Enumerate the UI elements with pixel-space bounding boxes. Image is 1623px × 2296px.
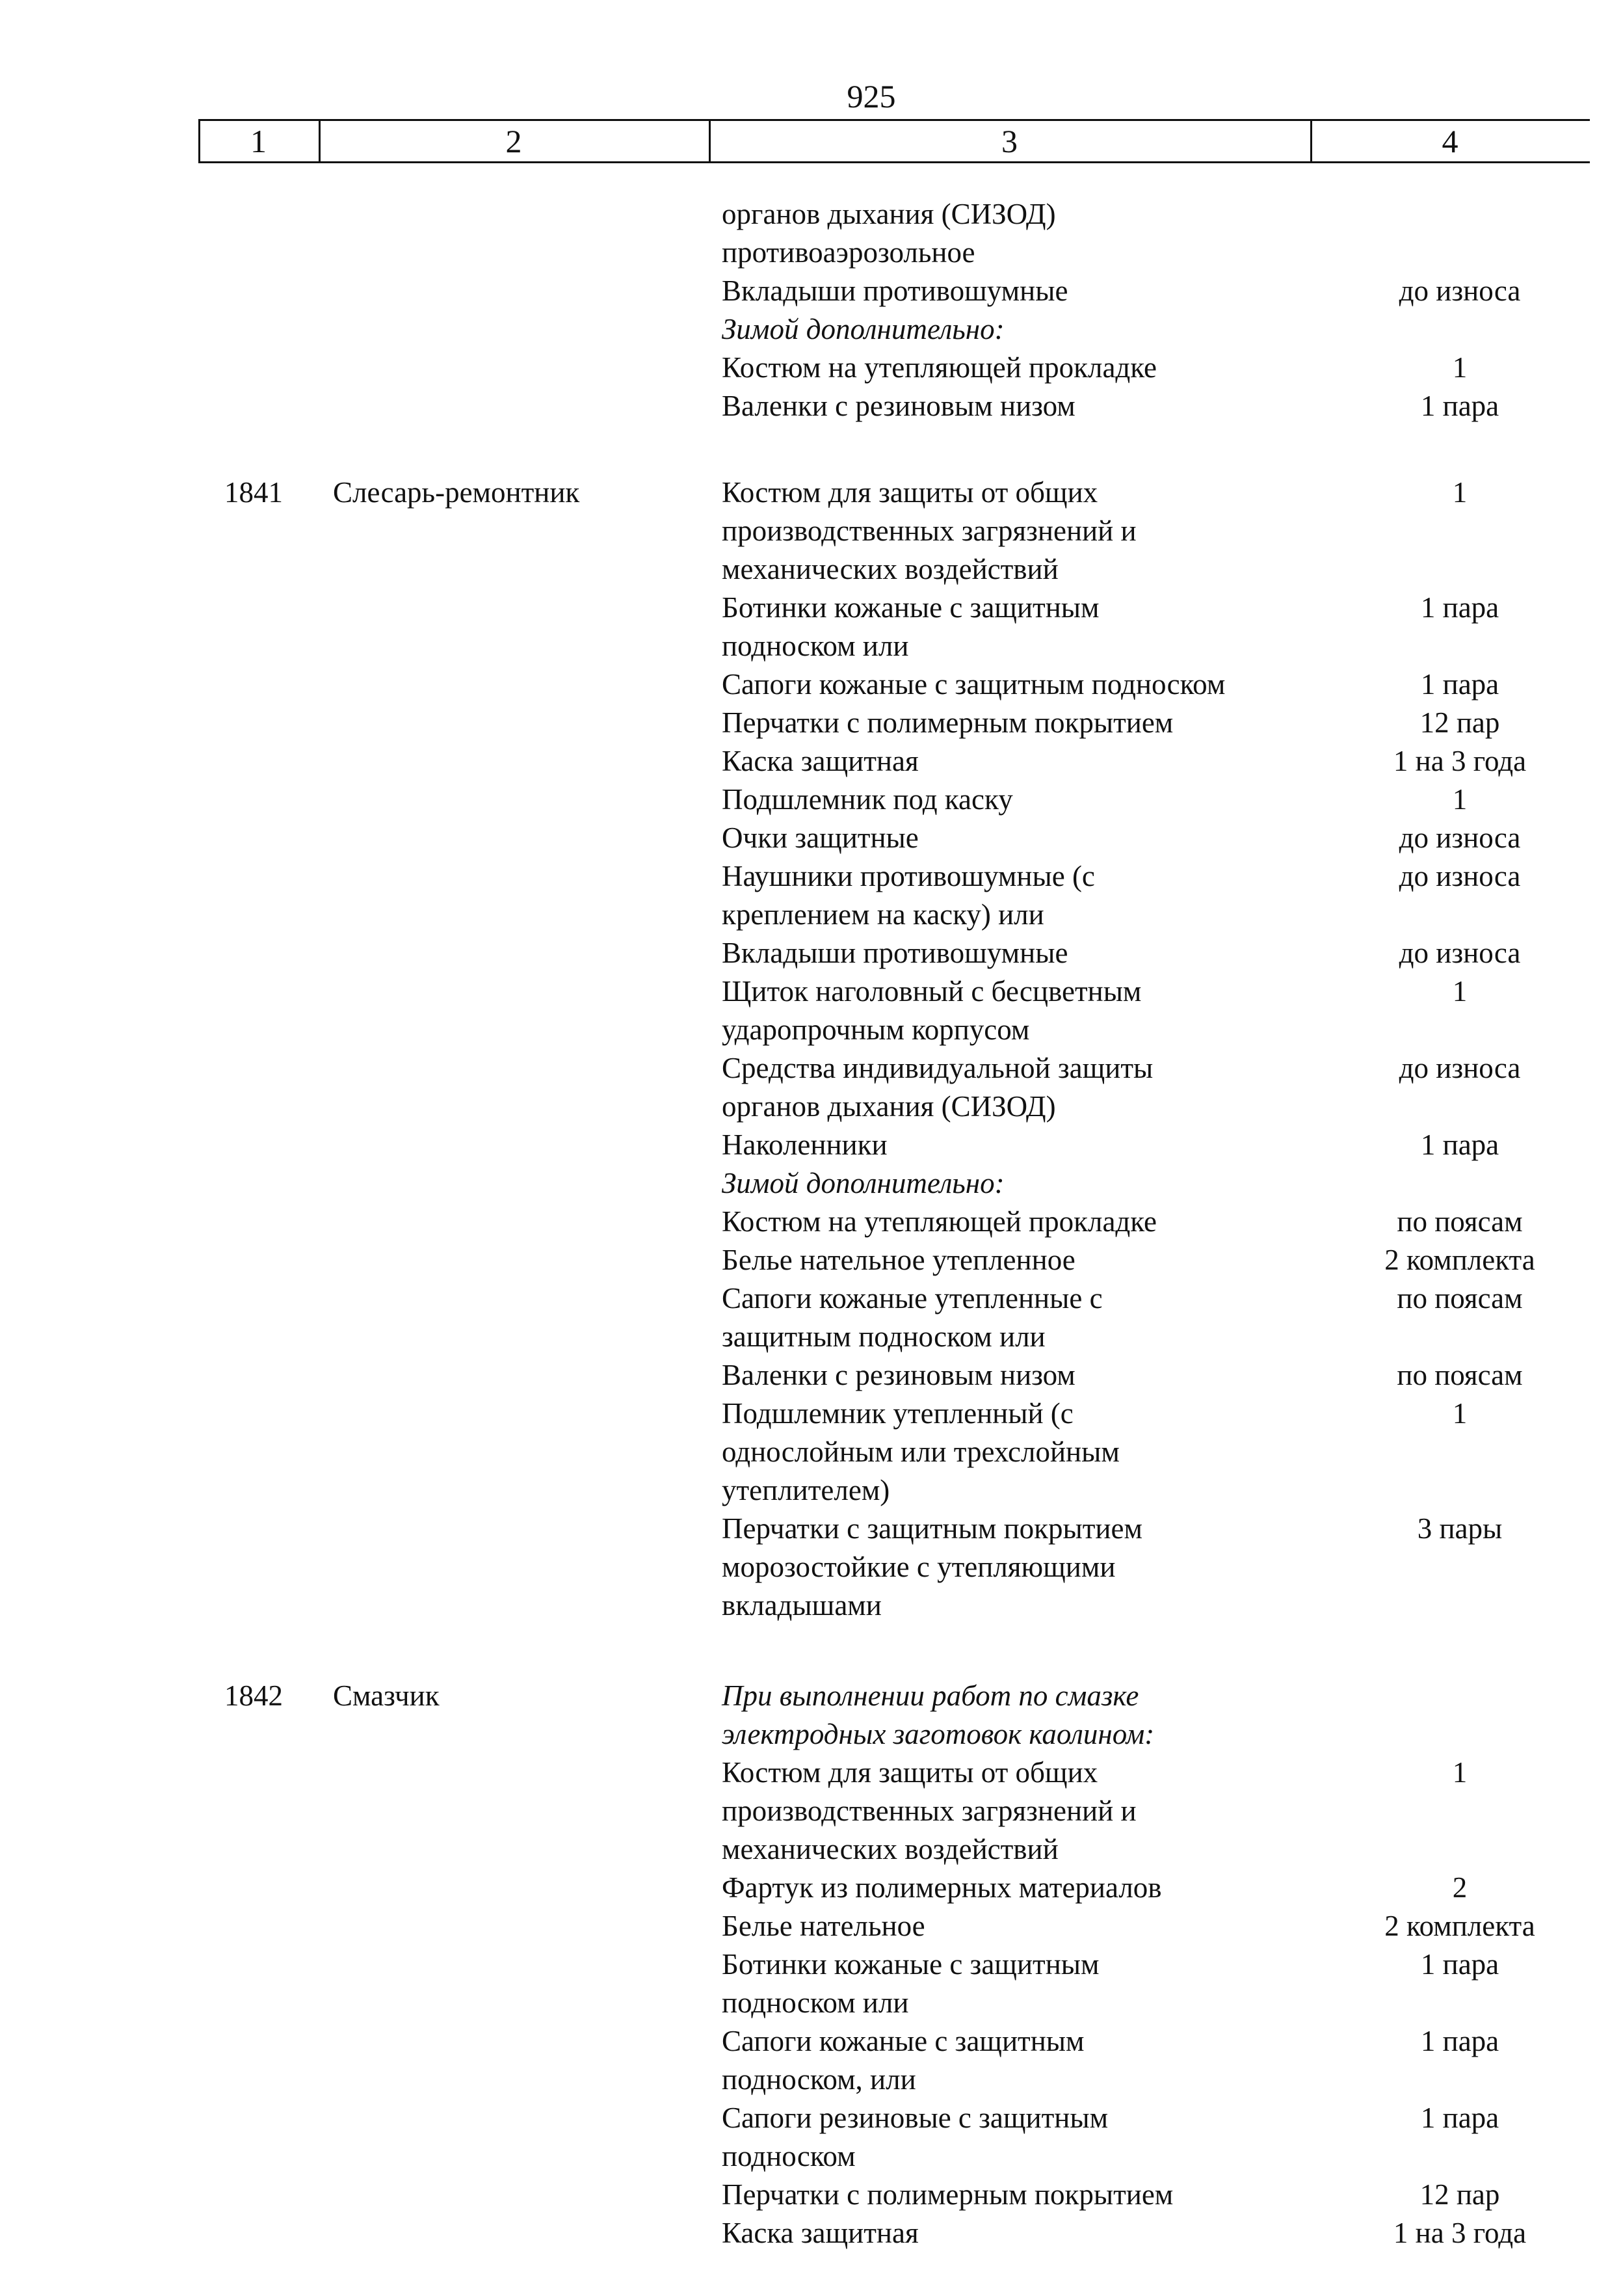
entry-1841-code: 1841 [224,476,283,509]
entry-1841-qty-10: до износа [1399,821,1521,854]
entry-1842-item-3: Костюм для защиты от общих [722,1756,1098,1789]
entry-1841-item-24: Валенки с резиновым низом [722,1359,1075,1391]
entry-1841-qty-7: 12 пар [1419,706,1500,739]
entry-1841-qty-4: 1 пара [1420,591,1499,624]
entry-1841-qty-22: по поясам [1397,1282,1523,1315]
page-number: 925 [847,78,896,114]
entry-1842-qty-6: 2 [1452,1871,1468,1904]
entry-1841-item-19: Зимой дополнительно: [722,1167,1005,1199]
entry-1842-item-11: подноском, или [722,2063,916,2096]
entry-1842-item-10: Сапоги кожаные с защитным [722,2025,1085,2057]
entry-1841-item-3: механических воздействий [722,553,1059,585]
entry-1841-item-23: защитным подноском или [722,1320,1046,1353]
header-col-2: 2 [505,123,522,159]
entry-1841-item-8: Каска защитная [722,745,919,777]
entry-1842-qty-7: 2 комплекта [1384,1910,1535,1942]
entry-1841-item-16: Средства индивидуальной защиты [722,1052,1154,1084]
entry-1841-qty-9: 1 [1452,783,1468,816]
continuation-item-5: Костюм на утепляющей прокладке [722,351,1157,384]
entry-1842-item-5: механических воздействий [722,1833,1059,1865]
entry-1841-qty-18: 1 пара [1420,1128,1499,1161]
entry-1841-item-25: Подшлемник утепленный (с [722,1397,1074,1430]
entry-1841-item-14: Щиток наголовный с бесцветным [722,975,1142,1008]
header-col-4: 4 [1442,123,1458,159]
entry-1841-item-30: вкладышами [722,1589,882,1622]
entry-1841-item-12: креплением на каску) или [722,898,1044,931]
entry-1841-qty-20: по поясам [1397,1205,1523,1238]
entry-1842-item-8: Ботинки кожаные с защитным [722,1948,1100,1981]
continuation-item-1: органов дыхания (СИЗОД) [722,198,1056,230]
entry-1842-item-9: подноском или [722,1986,909,2019]
entry-1841-item-29: морозостойкие с утепляющими [722,1551,1116,1583]
entry-1841-qty-11: до износа [1399,860,1521,892]
entry-1841-qty-21: 2 комплекта [1384,1244,1535,1276]
entry-1842-item-7: Белье нательное [722,1910,925,1942]
entry-1841-item-17: органов дыхания (СИЗОД) [722,1090,1056,1123]
entry-1841-item-22: Сапоги кожаные утепленные с [722,1282,1103,1315]
entry-1842-item-13: подноском [722,2140,856,2172]
entry-1841-title: Слесарь-ремонтник [333,476,580,509]
entry-1841-item-13: Вкладыши противошумные [722,937,1068,969]
entry-1841-qty-28: 3 пары [1417,1512,1503,1545]
entry-1841-qty-16: до износа [1399,1052,1521,1084]
entry-1842-qty-10: 1 пара [1420,2025,1499,2057]
entry-1841-item-2: производственных загрязнений и [722,514,1137,547]
entry-1841-qty-25: 1 [1452,1397,1468,1430]
entry-1841-qty-13: до износа [1399,937,1521,969]
entry-1841-item-18: Наколенники [722,1128,888,1161]
entry-1842-qty-8: 1 пара [1420,1948,1499,1981]
entry-1842-title: Смазчик [333,1679,440,1712]
entry-1841-item-5: подноском или [722,630,909,662]
entry-1842-code: 1842 [224,1679,283,1712]
entry-1842-item-2: электродных заготовок каолином: [722,1718,1155,1750]
continuation-qty-5: 1 [1452,351,1468,384]
entry-1841-item-28: Перчатки с защитным покрытием [722,1512,1142,1545]
entry-1841-item-9: Подшлемник под каску [722,783,1013,816]
entry-1842-item-15: Каска защитная [722,2217,919,2249]
entry-1841-item-20: Костюм на утепляющей прокладке [722,1205,1157,1238]
entry-1842-qty-14: 12 пар [1419,2178,1500,2211]
entry-1842-item-4: производственных загрязнений и [722,1795,1137,1827]
entry-1841-item-4: Ботинки кожаные с защитным [722,591,1100,624]
header-col-1: 1 [250,123,267,159]
continuation-item-3: Вкладыши противошумные [722,274,1068,307]
entry-1842-qty-15: 1 на 3 года [1393,2217,1527,2249]
entry-1842-item-6: Фартук из полимерных материалов [722,1871,1162,1904]
entry-1841-qty-1: 1 [1452,476,1468,509]
entry-1841-qty-24: по поясам [1397,1359,1523,1391]
entry-1841-qty-8: 1 на 3 года [1393,745,1527,777]
entry-1841-qty-6: 1 пара [1420,668,1499,701]
entry-1841-item-6: Сапоги кожаные с защитным подноском [722,668,1226,701]
continuation-qty-6: 1 пара [1420,390,1499,422]
table-header [198,119,1590,163]
header-col-3: 3 [1001,123,1018,159]
entry-1841-item-26: однослойным или трехслойным [722,1435,1120,1468]
entry-1841-item-1: Костюм для защиты от общих [722,476,1098,509]
entry-1842-item-1: При выполнении работ по смазке [722,1679,1139,1712]
entry-1841-item-21: Белье нательное утепленное [722,1244,1075,1276]
continuation-qty-3: до износа [1399,274,1521,307]
entry-1842-item-14: Перчатки с полимерным покрытием [722,2178,1174,2211]
entry-1841-item-11: Наушники противошумные (с [722,860,1095,892]
continuation-item-2: противоаэрозольное [722,236,975,269]
entry-1841-item-10: Очки защитные [722,821,919,854]
entry-1842-item-12: Сапоги резиновые с защитным [722,2102,1109,2134]
entry-1842-qty-12: 1 пара [1420,2102,1499,2134]
continuation-item-6: Валенки с резиновым низом [722,390,1075,422]
continuation-item-4: Зимой дополнительно: [722,313,1005,345]
entry-1841-item-7: Перчатки с полимерным покрытием [722,706,1174,739]
entry-1841-qty-14: 1 [1452,975,1468,1008]
entry-1841-item-15: ударопрочным корпусом [722,1013,1030,1046]
entry-1842-qty-3: 1 [1452,1756,1468,1789]
entry-1841-item-27: утеплителем) [722,1474,890,1506]
